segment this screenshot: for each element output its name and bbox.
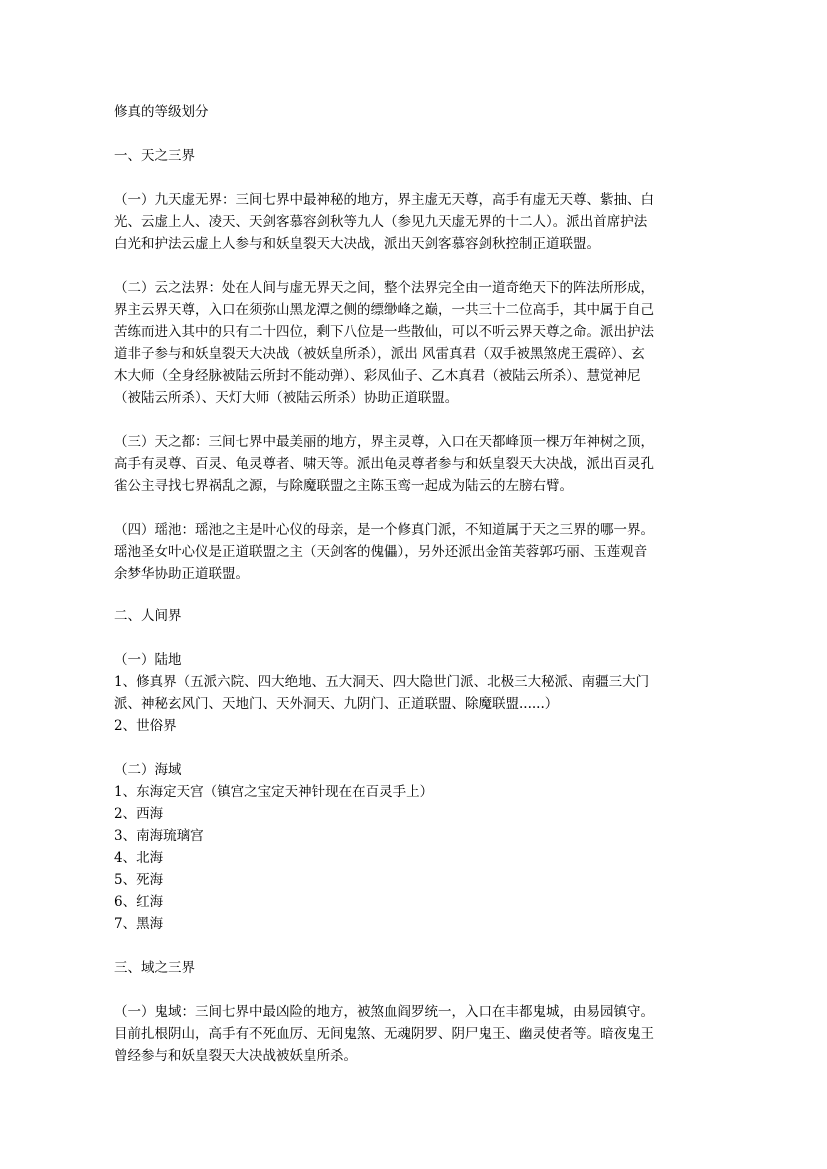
paragraph-guiyu: （一）鬼域：三间七界中最凶险的地方，被煞血阎罗统一，入口在丰都鬼城，由易园镇守。 目前扎根阴山，高手有不死血厉、无间鬼煞、无魂阴罗、阴尸鬼王、幽灵使者等。暗夜鬼王 曾经参与和妖皇裂天大决战被妖皇所杀。 [114, 1004, 654, 1064]
paragraph-yaochi: （四）瑶池：瑶池之主是叶心仪的母亲，是一个修真门派，不知道属于天之三界的哪一界。 瑶池圣女叶心仪是正道联盟之主（天剑客的傀儡），另外还派出金笛芙蓉郭巧丽、玉莲观音 余梦华协助正道联盟。 [114, 522, 654, 582]
paragraph-tianzhidu: （三）天之都：三间七界中最美丽的地方，界主灵尊，入口在天都峰顶一棵万年神树之顶， 高手有灵尊、百灵、龟灵尊者、啸天等。派出龟灵尊者参与和妖皇裂天大决战，派出百灵孔 雀公主寻找七界祸乱之源，与除魔联盟之主陈玉鸾一起成为陆云的左膀右臂。 [114, 434, 654, 494]
section-heading-heaven: 一、天之三界 [114, 148, 195, 164]
list-sea: （二）海域 1、东海定天宫（镇宫之宝定天神针现在在百灵手上） 2、西海 3、南海琉璃宫 4、北海 5、死海 6、红海 7、黑海 [114, 762, 434, 932]
section-heading-domain: 三、域之三界 [114, 960, 195, 976]
list-land: （一）陆地 1、修真界（五派六院、四大绝地、五大洞天、四大隐世门派、北极三大秘派、南疆三大门 派、神秘玄风门、天地门、天外洞天、九阴门、正道联盟、除魔联盟......） 2、世俗界 [114, 652, 650, 734]
section-heading-human: 二、人间界 [114, 608, 182, 624]
paragraph-yunzhifajie: （二）云之法界：处在人间与虚无界天之间，整个法界完全由一道奇绝天下的阵法所形成， 界主云界天尊，入口在须弥山黑龙潭之侧的缥缈峰之巅，一共三十二位高手，其中属于自己 苦练而进入其中的只有二十四位，剩下八位是一些散仙，可以不听云界天尊之命。派出护法 道非子参与和妖皇裂天大决战（被妖皇所杀），派出 风雷真君（双手被黑煞虎王震碎）、玄 木大师（全身经脉被陆云所封不能动弹）、彩凤仙子、乙木真君（被陆云所杀）、慧觉神尼 （被陆云所杀）、天灯大师（被陆云所杀）协助正道联盟。 [114, 280, 654, 406]
document-title: 修真的等级划分 [114, 104, 209, 120]
paragraph-jiutian: （一）九天虚无界：三间七界中最神秘的地方，界主虚无天尊，高手有虚无天尊、紫抽、白 光、云虚上人、凌天、天剑客慕容剑秋等九人（参见九天虚无界的十二人）。派出首席护法 白光和护法云虚上人参与和妖皇裂天大决战，派出天剑客慕容剑秋控制正道联盟。 [114, 192, 654, 252]
